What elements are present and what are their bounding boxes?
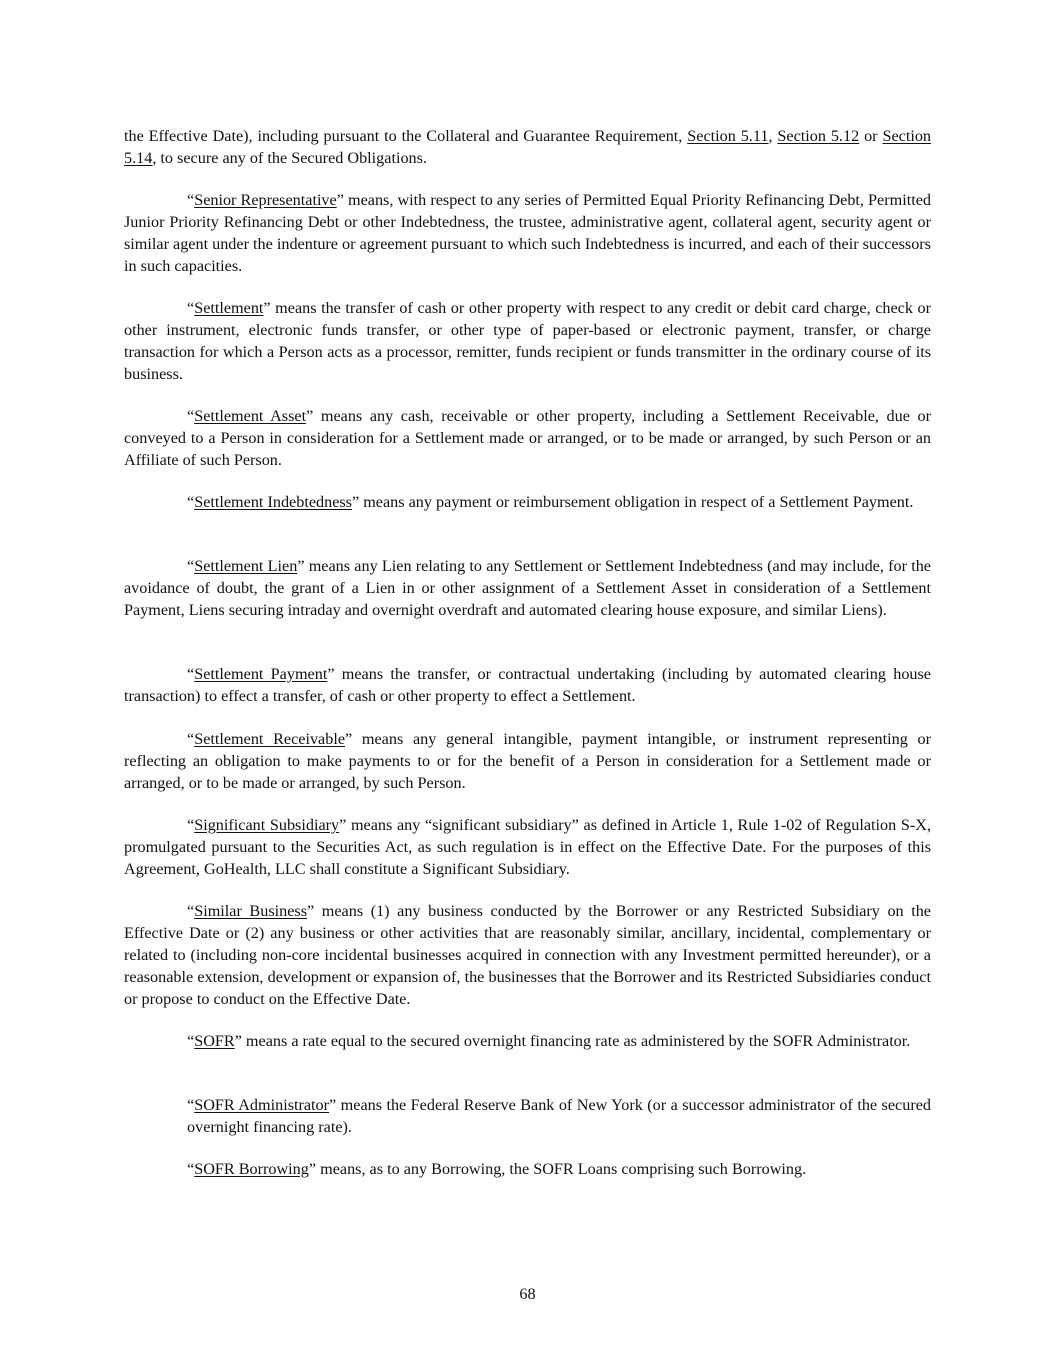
defined-term: Similar Business [194, 902, 307, 920]
definition-text: ” means a rate equal to the secured overnight financing rate as administered by the SOFR Administrator. [234, 1032, 911, 1050]
defined-term: Settlement [194, 299, 264, 317]
definition-senior-representative: “Senior Representative” means, with respect to any series of Permitted Equal Priority Refinancing Debt, Permitted Junior Priority Refinancing Debt or other Indebtedness, the trustee, administrative agent, collateral agent, security agent or similar agent under the indenture or agreement pursuant to which such Indebtedness is incurred, and each of their successors in such capacities. [124, 191, 931, 275]
defined-term: Significant Subsidiary [194, 816, 340, 834]
definition-significant-subsidiary: “Significant Subsidiary” means any “significant subsidiary” as defined in Article 1, Rule 1-02 of Regulation S-X, promulgated pursuant to the Securities Act, as such regulation is in effect on the Effective Date. For the purposes of this Agreement, GoHealth, LLC shall constitute a Significant Subsidiary. [124, 816, 932, 878]
defined-term: SOFR [194, 1032, 235, 1050]
defined-term: Senior Representative [194, 191, 337, 209]
definition-text: ” means the transfer of cash or other property with respect to any credit or debit card charge, check or other instrument, electronic funds transfer, or other type of paper-based or electronic payment, transfer, or charge transaction for which a Person acts as a processor, remitter, funds recipient or funds transmitter in the ordinary course of its business. [124, 299, 931, 383]
intro-text-1: the Effective Date), including pursuant to the Collateral and Guarantee Requirement, [124, 127, 688, 145]
intro-text-3: or [859, 127, 883, 145]
definition-settlement-asset: “Settlement Asset” means any cash, receivable or other property, including a Settlement Receivable, due or conveyed to a Person in consideration for a Settlement made or arranged, or to be made or arranged, by such Person or an Affiliate of such Person. [124, 407, 931, 469]
definition-text: ” means any general intangible, payment intangible, or instrument representing or reflecting an obligation to make payments to or for the benefit of a Person in consideration for a Settlement made or arranged, or to be made or arranged, by such Person. [124, 730, 931, 792]
intro-paragraph [124, 125, 931, 169]
definition-text: ” means any payment or reimbursement obligation in respect of a Settlement Payment. [351, 493, 914, 511]
definition-text: ” means the transfer, or contractual undertaking (including by automated clearing house transaction) to effect a transfer, of cash or other property to effect a Settlement. [124, 665, 931, 705]
definition-text: ” means (1) any business conducted by the Borrower or any Restricted Subsidiary on the Effective Date or (2) any business or other activities that are reasonably similar, ancillary, incidental, complementary or related to (including non-core incidental businesses acquired in connection with any Investment permitted hereunder), or a reasonable extension, development or expansion of, the businesses that the Borrower and its Restricted Subsidiaries conduct or propose to conduct on the Effective Date. [124, 902, 931, 1008]
section-ref-5-11: Section 5.11 [687, 127, 769, 145]
definition-text: ” means any cash, receivable or other property, including a Settlement Receivable, due or conveyed to a Person in consideration for a Settlement made or arranged, or to be made or arranged, by such Person or an Affiliate of such Person. [124, 407, 931, 469]
definition-similar-business: “Similar Business” means (1) any business conducted by the Borrower or any Restricted Subsidiary on the Effective Date or (2) any business or other activities that are reasonably similar, ancillary, incidental, complementary or related to (including non-core incidental businesses acquired in connection with any Investment permitted hereunder), or a reasonable extension, development or expansion of, the businesses that the Borrower and its Restricted Subsidiaries conduct or propose to conduct on the Effective Date. [124, 902, 931, 1008]
section-ref-5-12: Section 5.12 [777, 127, 860, 145]
intro-text-4: , to secure any of the Secured Obligations. [152, 149, 427, 167]
definition-text: ” means any Lien relating to any Settlement or Settlement Indebtedness (and may include, for the avoidance of doubt, the grant of a Lien in or other assignment of a Settlement Asset in consideration of a Settlement Payment, Liens securing intraday and overnight overdraft and automated clearing house exposure, and similar Liens). [124, 557, 931, 619]
definition-sofr-administrator: “SOFR Administrator” means the Federal Reserve Bank of New York (or a successor administrator of the secured overnight financing rate). [187, 1096, 931, 1136]
defined-term: Settlement Asset [194, 407, 307, 425]
definition-text: ” means the Federal Reserve Bank of New York (or a successor administrator of the secured overnight financing rate). [187, 1096, 931, 1136]
defined-term: Settlement Indebtedness [194, 493, 352, 511]
defined-term: Settlement Lien [194, 557, 298, 575]
defined-term: SOFR Administrator [194, 1096, 330, 1114]
intro-text-2: , [768, 127, 778, 145]
definition-text: ” means, as to any Borrowing, the SOFR Loans comprising such Borrowing. [308, 1160, 807, 1178]
section-ref-5-14: Section 5.14 [124, 127, 932, 167]
defined-term: Settlement Receivable [194, 730, 346, 748]
definition-text: ” means, with respect to any series of Permitted Equal Priority Refinancing Debt, Permitted Junior Priority Refinancing Debt or other Indebtedness, the trustee, administrative agent, collateral agent, security agent or similar agent under the indenture or agreement pursuant to which such Indebtedness is incurred, and each of their successors in such capacities. [124, 191, 931, 275]
definition-sofr: “SOFR” means a rate equal to the secured overnight financing rate as administered by the SOFR Administrator. [187, 1032, 911, 1050]
defined-term: SOFR Borrowing [194, 1160, 309, 1178]
definition-sofr-borrowing: “SOFR Borrowing” means, as to any Borrowing, the SOFR Loans comprising such Borrowing. [187, 1160, 807, 1178]
definition-text: ” means any “significant subsidiary” as defined in Article 1, Rule 1-02 of Regulation S-X, promulgated pursuant to the Securities Act, as such regulation is in effect on the Effective Date. For the purposes of this Agreement, GoHealth, LLC shall constitute a Significant Subsidiary. [124, 816, 932, 878]
definition-settlement: “Settlement” means the transfer of cash or other property with respect to any credit or debit card charge, check or other instrument, electronic funds transfer, or other type of paper-based or electronic payment, transfer, or charge transaction for which a Person acts as a processor, remitter, funds recipient or funds transmitter in the ordinary course of its business. [124, 299, 931, 383]
defined-term: Settlement Payment [194, 665, 328, 683]
page-number: 68 [519, 1285, 536, 1303]
definition-settlement-receivable: “Settlement Receivable” means any general intangible, payment intangible, or instrument representing or reflecting an obligation to make payments to or for the benefit of a Person in consideration for a Settlement made or arranged, or to be made or arranged, by such Person. [124, 730, 931, 792]
definition-settlement-lien: “Settlement Lien” means any Lien relating to any Settlement or Settlement Indebtedness (and may include, for the avoidance of doubt, the grant of a Lien in or other assignment of a Settlement Asset in consideration of a Settlement Payment, Liens securing intraday and overnight overdraft and automated clearing house exposure, and similar Liens). [124, 557, 931, 619]
definition-settlement-payment: “Settlement Payment” means the transfer, or contractual undertaking (including by automated clearing house transaction) to effect a transfer, of cash or other property to effect a Settlement. [124, 665, 931, 705]
definition-settlement-indebtedness: “Settlement Indebtedness” means any payment or reimbursement obligation in respect of a Settlement Payment. [187, 493, 914, 511]
